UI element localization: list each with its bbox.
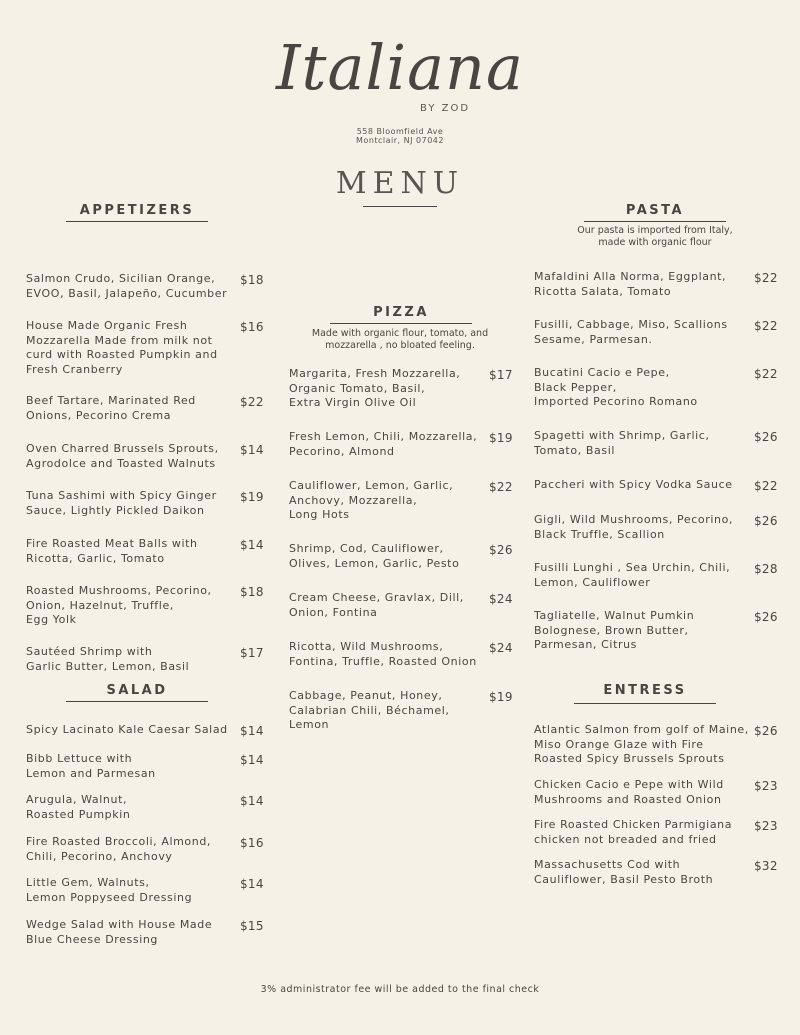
pizza-item-name: Cabbage, Peanut, Honey, Calabrian Chili, Béchamel, Lemon — [289, 689, 450, 731]
pizza-note-line-2: mozzarella , no bloated feeling. — [325, 340, 475, 351]
pasta-item-price: $26 — [754, 430, 778, 444]
appetizers-item-price: $18 — [240, 273, 264, 287]
entress-rule — [574, 703, 716, 704]
pasta-note — [555, 225, 755, 249]
pasta-note-line-1: Our pasta is imported from Italy, — [577, 225, 733, 236]
salad-heading: SALAD — [106, 683, 168, 698]
pizza-item-name: Ricotta, Wild Mushrooms, Fontina, Truffle, Roasted Onion — [289, 640, 477, 668]
pasta-item-price: $22 — [754, 479, 778, 493]
pasta-item-price: $22 — [754, 271, 778, 285]
appetizers-item-name: Sautéed Shrimp with Garlic Butter, Lemon, Basil — [26, 645, 190, 673]
appetizers-item-price: $14 — [240, 538, 264, 552]
address-line-1: 558 Bloomfield Ave — [356, 127, 444, 136]
pasta-item-price: $22 — [754, 367, 778, 381]
salad-item-price: $15 — [240, 919, 264, 933]
entress-item-name: Fire Roasted Chicken Parmigiana chicken not breaded and fried — [534, 818, 733, 846]
pizza-item-price: $19 — [489, 690, 513, 704]
appetizers-item-name: Roasted Mushrooms, Pecorino, Onion, Hazelnut, Truffle, Egg Yolk — [26, 584, 212, 626]
menu-title-rule — [363, 206, 437, 207]
pizza-rule — [330, 323, 472, 324]
pasta-heading: PASTA — [625, 203, 685, 218]
pizza-item-price: $22 — [489, 480, 513, 494]
entress-item-name: Chicken Cacio e Pepe with Wild Mushrooms and Roasted Onion — [534, 778, 724, 806]
appetizers-item-price: $17 — [240, 646, 264, 660]
address-line-2: Montclair, NJ 07042 — [356, 136, 444, 145]
entress-item-price: $23 — [754, 779, 778, 793]
pizza-item-name: Shrimp, Cod, Cauliflower, Olives, Lemon, Garlic, Pesto — [289, 542, 460, 570]
pasta-item-name: Fusilli Lunghi , Sea Urchin, Chili, Lemon, Cauliflower — [534, 561, 731, 589]
appetizers-item-price: $16 — [240, 320, 264, 334]
pizza-item-price: $24 — [489, 641, 513, 655]
pasta-item-price: $26 — [754, 610, 778, 624]
entress-item-price: $26 — [754, 724, 778, 738]
pizza-item-price: $19 — [489, 431, 513, 445]
salad-item-price: $14 — [240, 877, 264, 891]
logo-byline: BY ZOD — [420, 103, 471, 114]
appetizers-item-name: House Made Organic Fresh Mozzarella Made from milk not curd with Roasted Pumpkin and Fresh Cranberry — [26, 319, 218, 376]
pizza-item-price: $24 — [489, 592, 513, 606]
pizza-note-line-1: Made with organic flour, tomato, and — [311, 328, 489, 339]
menu-title: MENU — [335, 166, 465, 201]
pizza-item-name: Fresh Lemon, Chili, Mozzarella, Pecorino, Almond — [289, 430, 478, 458]
pasta-rule — [584, 221, 726, 222]
appetizers-rule — [66, 221, 208, 222]
pizza-item-name: Cream Cheese, Gravlax, Dill, Onion, Fontina — [289, 591, 464, 619]
appetizers-item-price: $18 — [240, 585, 264, 599]
pasta-item-name: Paccheri with Spicy Vodka Sauce — [534, 478, 733, 491]
pizza-item-name: Cauliflower, Lemon, Garlic, Anchovy, Mozzarella, Long Hots — [289, 479, 454, 521]
entress-item-name: Atlantic Salmon from golf of Maine, Miso Orange Glaze with Fire Roasted Spicy Brussels Sprouts — [534, 723, 749, 765]
appetizers-item-name: Beef Tartare, Marinated Red Onions, Pecorino Crema — [26, 394, 196, 422]
salad-item-price: $14 — [240, 724, 264, 738]
salad-item-price: $14 — [240, 753, 264, 767]
salad-item-name: Little Gem, Walnuts, Lemon Poppyseed Dressing — [26, 876, 193, 904]
appetizers-item-price: $19 — [240, 490, 264, 504]
entress-item-price: $23 — [754, 819, 778, 833]
salad-item-price: $16 — [240, 836, 264, 850]
restaurant-logo: Italiana — [276, 31, 524, 104]
pasta-item-name: Fusilli, Cabbage, Miso, Scallions Sesame, Parmesan. — [534, 318, 728, 346]
pizza-note — [300, 328, 500, 352]
salad-item-price: $14 — [240, 794, 264, 808]
appetizers-item-price: $14 — [240, 443, 264, 457]
pasta-item-price: $22 — [754, 319, 778, 333]
pasta-item-name: Gigli, Wild Mushrooms, Pecorino, Black Truffle, Scallion — [534, 513, 734, 541]
salad-item-name: Arugula, Walnut, Roasted Pumpkin — [26, 793, 131, 821]
pasta-item-price: $26 — [754, 514, 778, 528]
salad-item-name: Fire Roasted Broccoli, Almond, Chili, Pecorino, Anchovy — [26, 835, 212, 863]
appetizers-item-name: Fire Roasted Meat Balls with Ricotta, Garlic, Tomato — [26, 537, 198, 565]
appetizers-heading: APPETIZERS — [79, 203, 195, 218]
footer-note: 3% administrator fee will be added to the final check — [260, 984, 540, 995]
entress-item-price: $32 — [754, 859, 778, 873]
salad-rule — [66, 701, 208, 702]
pasta-item-name: Mafaldini Alla Norma, Eggplant, Ricotta Salata, Tomato — [534, 270, 727, 298]
pizza-item-price: $26 — [489, 543, 513, 557]
appetizers-item-name: Salmon Crudo, Sicilian Orange, EVOO, Basil, Jalapeño, Cucumber — [26, 272, 228, 300]
appetizers-item-name: Tuna Sashimi with Spicy Ginger Sauce, Lightly Pickled Daikon — [26, 489, 217, 517]
pizza-item-name: Margarita, Fresh Mozzarella, Organic Tomato, Basil, Extra Virgin Olive Oil — [289, 367, 461, 409]
appetizers-item-name: Oven Charred Brussels Sprouts, Agrodolce and Toasted Walnuts — [26, 442, 219, 470]
appetizers-item-price: $22 — [240, 395, 264, 409]
pasta-item-name: Tagliatelle, Walnut Pumkin Bolognese, Brown Butter, Parmesan, Citrus — [534, 609, 695, 651]
salad-item-name: Spicy Lacinato Kale Caesar Salad — [26, 723, 228, 736]
pasta-item-price: $28 — [754, 562, 778, 576]
pasta-item-name: Spagetti with Shrimp, Garlic, Tomato, Basil — [534, 429, 710, 457]
entress-item-name: Massachusetts Cod with Cauliflower, Basil Pesto Broth — [534, 858, 714, 886]
pizza-heading: PIZZA — [373, 305, 429, 320]
salad-item-name: Bibb Lettuce with Lemon and Parmesan — [26, 752, 156, 780]
pizza-item-price: $17 — [489, 368, 513, 382]
pasta-note-line-2: made with organic flour — [598, 237, 712, 248]
salad-item-name: Wedge Salad with House Made Blue Cheese Dressing — [26, 918, 213, 946]
pasta-item-name: Bucatini Cacio e Pepe, Black Pepper, Imported Pecorino Romano — [534, 366, 698, 408]
entress-heading: ENTRESS — [603, 683, 687, 698]
